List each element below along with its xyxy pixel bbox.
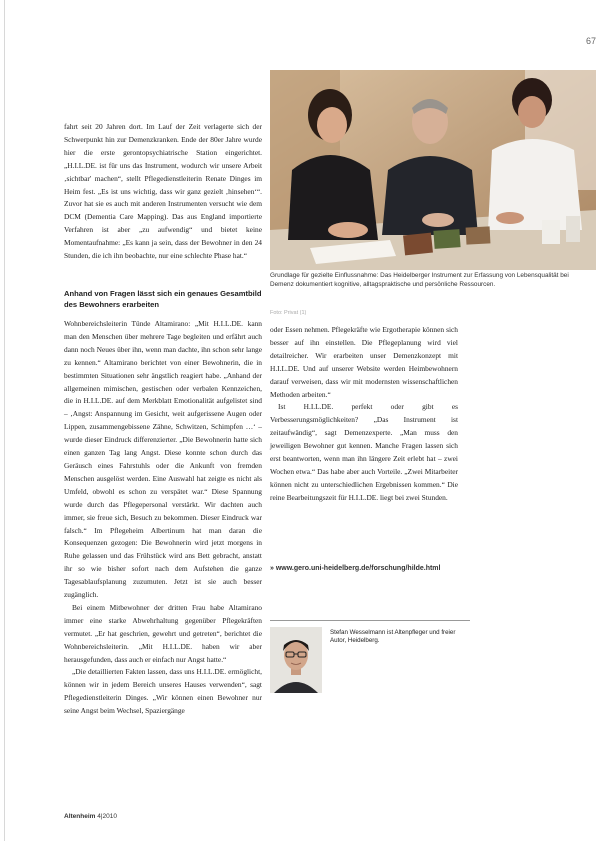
article-left-column <box>64 318 262 718</box>
article-photo <box>270 70 596 270</box>
footer-issue: 4|2010 <box>97 813 117 820</box>
body-paragraph: „Die detaillierten Fakten lassen, dass uns H.I.L.DE. ermöglicht, können wir in jedem Bereich unseres Hauses verwenden“, sagt Pflegedienstleiterin Dinges. „Wir können einen Bewohner nur seine Angst beim Wechsel, Spaziergänge <box>64 667 262 716</box>
article-intro-column <box>64 121 262 263</box>
web-link[interactable]: » www.gero.uni-heidelberg.de/forschung/hilde.html <box>270 565 441 572</box>
page-number: 67 <box>585 36 596 46</box>
binding-edge <box>4 0 5 841</box>
intro-paragraph: fahrt seit 20 Jahren dort. Im Lauf der Zeit verlagerte sich der Schwerpunkt hin zur Demenzkranken. Ende der 80er Jahre wurde hier die erste gerontopsychiatrische Station eingerichtet. „H.I.L.DE. ist für uns das Instrument, wodurch wir unsere Arbeit ‚sichtbar' machen“, stellt Pflegedienstleiterin Renate Dinges im Heim fest. „Es ist uns wichtig, dass wir ganz gezielt ‚hinsehen‘“. Zuvor hat sie es auch mit anderen Instrumenten versucht wie dem DCM (Dementia Care Mapping). Das aus England importierte Verfahren ist aber „zu aufwendig“ und bietet keine Momentaufnahme: „Es kann ja sein, dass der Bewohner in den 24 Stunden, die ich ihn beobachte, nur eine schlechte Phase hat.“ <box>64 122 262 261</box>
author-photo <box>270 627 322 693</box>
body-paragraph: Wohnbereichsleiterin Tünde Altamirano: „Mit H.I.L.DE. kann man den Menschen über mehrere Tage begleiten und erfährt auch dann noch Neues über ihn, wenn man dachte, ihn schon sehr lange zu kennen.“ Altamirano berichtet von einer Bewohnerin, die in bestimmten Situationen sehr ängstlich reagiert habe. „Anhand der allgemeinen mimischen, gestischen oder verbalen Kennzeichen, die in H.I.L.DE. auf dem Merkblatt Emotionalität aufgelistet sind – ‚Angst: Anspannung im Gesicht, weit aufgerissene Augen oder Lippen, zusammengebissene Zähne, Schwitzen, Schimpfen …‘ – wurde dieser Eindruck differenzierter. „Die Bewohnerin hatte sich einen ganzen Tag lang Angst. Diese konnte schon durch das Geräusch eines Fahrstuhls oder die Ankunft von fremden Menschen ausgelöst werden. Eine Auswahl hat zeigte es nicht als Umfeld, obwohl es schon zu verspätet war.“ Diese Spannung wurde durch das Pflegepersonal verstärkt. Wir dachten auch immer, sie freue sich, Besuch zu bekommen. Dieser Eindruck war falsch.“ Im Pflegeheim Albertinum hat man daran die Konsequenzen gezogen: Die Bewohnerin wird jetzt morgens in Ruhe gelassen und das Frühstück wird ans Bett gebracht, anstatt ihr so wie bisher sofort nach dem Aufstehen die ganze Tagesablaufsplanung zuzumuten. Jetzt ist sie auch besser zugänglich. <box>64 319 262 600</box>
body-paragraph: Bei einem Mitbewohner der dritten Frau habe Altamirano immer eine starke Abwehrhaltung gegenüber Pflegekräften vermutet. „Er hat geschrien, gewehrt und getreten“, berichtet die Wohnbereichsleiterin. „Mit H.I.L.DE. haben wir aber herausgefunden, dass auch er einfach nur Angst hatte.“ <box>64 602 262 664</box>
photo-caption: Grundlage für gezielte Einflussnahme: Das Heidelberger Instrument zur Erfassung von Lebensqualität bei Demenz dokumentiert kognitive, alltagspraktische und persönliche Ressourcen. <box>270 272 569 288</box>
section-subheading: Anhand von Fragen lässt sich ein genaues Gesamtbild des Bewohners erarbeiten <box>64 289 262 309</box>
author-box <box>270 620 470 692</box>
footer-magazine: Altenheim <box>64 813 96 820</box>
page-footer <box>64 813 117 820</box>
photo-credit: Foto: Privat (1) <box>270 310 307 316</box>
author-bio: Stefan Wesselmann ist Altenpfleger und freier Autor, Heidelberg. <box>330 629 456 645</box>
article-right-column <box>270 324 458 505</box>
body-paragraph: oder Essen nehmen. Pflegekräfte wie Ergotherapie können sich besser auf ihn einstellen. Die Pflegeplanung wird viel detailreicher. Wir erarbeiten unser Demenzkonzept mit H.I.L.DE. Und auf unserer Website werden Heimbewohnern darauf verweisen, dass wir mit modernsten wissenschaftlichen Methoden arbeiten.“ <box>270 325 458 399</box>
body-paragraph: Ist H.I.L.DE. perfekt oder gibt es Verbesserungsmöglichkeiten? „Das Instrument ist zeitaufwändig“, sagt Demenzexperte. „Man muss den jeweiligen Bewohner gut kennen. Manche Fragen lassen sich erst beantworten, wenn man ihn längere Zeit erlebt hat – zwei Wochen etwa.“ Das habe aber auch Vorteile. „Zwei Mitarbeiter können nicht zu unterschiedlichen Ergebnissen kommen.“ Die reine Bearbeitungszeit für H.I.L.DE. liegt bei zwei Stunden. <box>270 402 458 502</box>
